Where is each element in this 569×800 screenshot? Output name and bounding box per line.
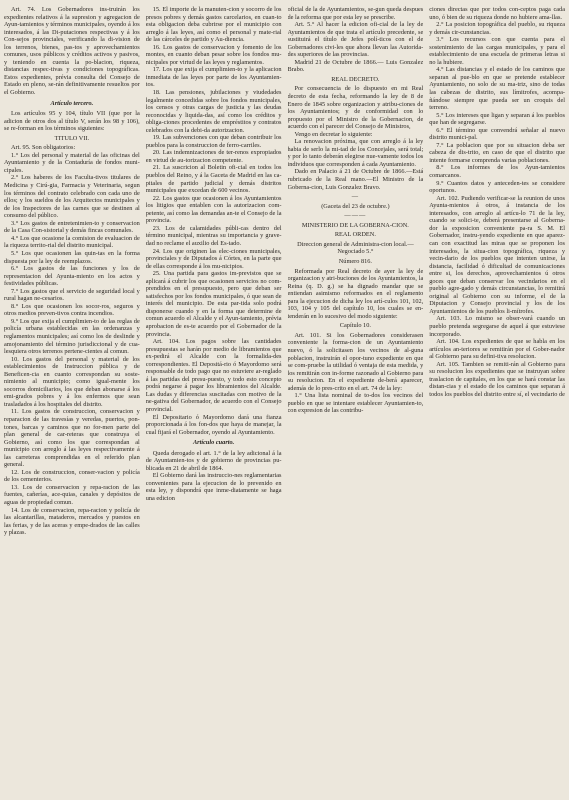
paragraph: 21. La suscricion al Boletin ofi-cial en todos los pueblos del Reino, y á la Gaceta de Madrid en las ca-pitales de partido judicial y demás distritos municipales que excedan de 600 vecinos. [145,164,282,195]
paragraph: 4.° Las distancias y el estado de los caminos que separan al pue-blo en que se pretende establecer Ayuntamiento, no solo de su ma-triz, sino de todas las cabezas de distrito, sus límitrofes, acompa-ñándose siempre que pueda ser un croquis del terreno. [429,66,565,112]
paragraph: La renovacion próxima, que con arreglo á la ley habia de serlo la mi-tad de los Concejales, será total; y por lo tanto deberán elegirse nue-vamente todos los individuos que corresponden á cada Ayuntamiento. [287,138,424,168]
paragraph: 18. Las pensiones, jubilaciones y viudedades legalmente concedidas sobre los fondos municipales, los censos y otras cargas de justicia y las deudas reconocidas y liquida-das, así como los créditos y obliga-ciones procedentes de empréstitos y contratos celebrados con la debi-da autorizacion. [145,89,282,134]
paragraph: El Depositario ó Mayordomo dará una fianza proporcionada á los fon-dos que haya de manejar, la cual fijará el Gobernador, oyendo al Ayuntamiento. [145,413,282,436]
centered-heading: Direccion general de Administra-cion local.—Negociado 5.° [297,240,414,256]
paragraph: 6.° Los gastos de las funciones y los de representacion del Ayunta-miento en los actos y festividades públicas. [4,265,140,288]
centered-heading: REAL DECRETO. [331,75,380,83]
paragraph: 20. Las indemnizaciones de ter-renos expropiados en virtud de au-torizacion competente. [145,149,282,164]
paragraph: 12. Los de construccion, conser-vacion y policía de los cementerios. [4,468,140,484]
text-column-1 [4,6,140,796]
paragraph: Por consecuencia de lo dispuesto en mi Real decreto de esta fecha, reformando la ley de 8 de Enero de 1845 sobre organizacion y atribu-ciones de los Ayuntamientos; y de conformidad con lo propuesto por el Ministro de la Gobernacion, de acuerdo con el parecer del Consejo de Ministros, [287,85,424,131]
paragraph: Art. 102. Pudiendo verificar-se la reunion de unos Ayunta-mientos á otros, á instancia de los interesados, con arreglo al artícu-lo 71 de la ley, cuando se solici-te, deberá presentarse al Goberna-dor la exposicion conveniente pa-ra S. M. El Gobernador, instru-yendo expediente en que aparez-can con exactitud las miras que se proponen los interesados, la situa-cion topográfica, riqueza y vecin-dario de los pueblos que intenten unirse, la distancia, facilidad ó dificultad de comunicaciones entre si, los derechos, aprovechamientos ú otros goces que deban conservar los vecindarios en el pueblo agre-gado y demás circunstancias, lo remitirá original al Gobierno con su informe, el de la Diputacion y Consejo provincial y los de los Ayuntamientos de los pueblos li-mítrofes. [429,194,565,315]
paragraph: Art. 95. Son obligatorios: [11,144,76,152]
paragraph: 24. Los que originen las elec-ciones municipales, provinciales y de Diputados á Córtes, en la parte que de ellas corresponde á los mu-nicipios. [145,247,282,270]
paragraph: El Gobierno dará las instruccio-nes reglamentarias convenientes para la ejecucion de lo prevenido en esta ley, y dispondrá que inme-diatamente se haga una edicion [145,472,282,502]
article-heading: Artículo tercero. [50,99,94,107]
paragraph: Art. 103. Lo mismo se obser-vará cuando un pueblo pretenda segregarse de aquel á que estuviese incorporado. [429,315,565,338]
paragraph: 25. Una partida para gastos im-previstos que se aplicará á cubrir los que ocasionen servicios no com-prendidos en el presupuesto, pero que deban ser satisfechos por los fondos municipales, ó que sean de interés del municipio. De esta par-tida solo podrá disponerse cuando y en la forma que determine de comun acuerdo el Alcalde y el Ayun-tamiento, prévia aprobacion de es-te acuerdo por el Gobernador de la provincia. [145,270,282,338]
centered-heading: TITULO VII. [54,134,90,142]
text-column-3 [288,6,424,796]
paragraph: Madrid 21 de Octubre de 1866.— Luis Gonzalez Brabo. [287,58,424,74]
paragraph: 2.° La posicion topográfica del pueblo, su riqueza y demás cir-cunstancias. [429,21,565,36]
paragraph: ciones directas que por todos con-ceptos paga cada uno, ó bien de su riqueza donde no hubiere ama-llas. [429,6,565,21]
paragraph: Art. 74. Los Gobernadores ins-truirán los expedientes relativos á la supresion y agregacion de Ayun-tamientos y términos municipales, oyendo á los interesados, á las Di-putaciones respectivas y á los Con-sejos provinciales, verificando la di-vision de los terrenos, bienes, pas-tos y aprovechamientos comunes, usos públicos y créditos activos y pasivos, y teniendo en cuenta la po-blacion, riqueza, distancias respec-tivas y condiciones topográficas. Estos expedientes, prévia consulta del Consejo de Estado en pleno, se-rán definitivamente resueltos por el Gobierno. [4,6,140,97]
paragraph: 9.° Cuantos datos y anteceden-tes se considere oportunos. [429,179,565,195]
paragraph: 5.° Los intereses que ligan y separan á los pueblos que han de segregarse. [429,111,565,127]
paragraph: 8.° Los que ocasionen los socor-ros, seguros y otros medios preven-tivos contra incendios. [4,302,140,318]
paragraph: 10. Los gastos del personal y material de los establecimientos de Instruccion pública y de Beneficen-cia en cuanto correspondan su soste-nimiento al municipio; como igual-mente los socorros domiciliarios, los que deban abonarse á los emi-grados pobres y á los enfermos que sean trasladados á los hospitales del distrito. [4,355,140,408]
article-heading: Artículo cuarto. [192,439,235,447]
paragraph: 4.° Los que ocasione la comision de evaluacion de la riqueza territo-rial del distrito municipal. [4,234,140,250]
separator-rule: ——— [344,212,367,220]
paragraph: 1.° Los del personal y material de las oficinas del Ayuntamiento y de la Contaduría de fondos muni-cipales. [4,151,140,174]
paragraph: 9.° Los que exija el cumplimien-to de las reglas de policía urbana establecidas en las ordenanzas y reglamentos municipales; así como los de deslinde y amojonamiento del término jurisdiccional y de cua-lesquiera otros terrenos pertene-cientes al comun. [4,317,140,356]
paragraph: 13. Los de conservacion y repa-racion de las fuentes, cañerías, ace-quias, canales y depósitos de aguas de propiedad comun. [4,483,140,506]
centered-heading: Número 816. [338,257,372,265]
paragraph: 5.° Los que ocasionen las quin-tas en la forma dispuesta por la ley de reemplazos. [4,249,140,265]
paragraph: 7.° Los gastos que el servicio de seguridad local y rural hagan ne-cesarios. [4,287,140,303]
paragraph: 3.° Los gastos de entretenimien-to y conservacion de la Casa Con-sistorial y demás fincas comunales. [4,219,140,235]
paragraph: 1.° Una lista nominal de to-dos los vecinos del pueblo en que se intentare establecer Ayuntamien-to, con expresion de las contribu- [287,392,424,415]
centered-heading: REAL ORDEN. [334,231,376,239]
paragraph: 17. Los que exija el cumplimien-to y la aplicacion inmediata de las leyes por parte de los Ayuntamien-tos. [145,66,282,89]
paragraph: Art. 5.° Al hacer la edicion ofi-cial de la ley de Ayuntamientos de que trata el artículo precedente, se sustituirá el título de Jefes polí-ticos con el de Gobernadores civi-les que ahora llevan las Autorida-des superiores de las provincias. [287,21,424,59]
paragraph: 19. Las subvenciones con que deban contribuir los pueblos para la construccion de ferro-carriles. [145,134,282,149]
paragraph: Queda derogado el art. 1.° de la ley adicional á la de Ayuntamien-tos y de gobierno de provincias pu-blicada en 21 de abril de 1864. [145,449,282,472]
text-column-2 [146,6,282,796]
paragraph: Art. 105. Tambien se remiti-rán al Gobierno para su resolucion los expedientes que se instruyan sobre traslacion de capitales, en los que se hará constar las distan-cias y el estado de los caminos que separan á todos los pueblos del distrito entre sí, el vecindario de [429,360,565,398]
paragraph: 14. Los de conservacion, repa-racion y policía de las alcantarillas, mataderos, mercados y puestos en las ferias, y de las aceras y empe-drados de las calles y plazas. [4,506,140,537]
paragraph: Dado en Palacio á 21 de Octubre de 1866.—Está rubricado de la Real mano.—El Ministro de la Goberna-cion, Luis Gonzalez Bravo. [287,168,424,191]
paragraph: Art. 104. Los expedientes de que se habla en los artículos an-teriores se remitirán por el Gober-nador al Gobierno para su defini-tiva resolucion. [429,338,565,361]
centered-heading: Capítulo 10. [339,322,371,330]
paragraph: 6.° El término que convendrá señalar al nuevo distrito munici-pal. [429,126,565,142]
paragraph: Art. 104. Los pagos sobre las cantidades presupuestas se harán por medio de libramientos que ex-pedirá el Alcalde con la formalida-des correspondientes. El Depositá-rio ó Mayordomo será responsable de todo pago que no estuviere ar-reglado á las partidas del presu-puesto, y todo esto concepto podrá negarse á pagar los libramientos del Alcalde. Las dudas y diferencias suscitadas con motivo de la ne-gativa del Gobernador, de acuerdo con el Consejo provincial. [145,338,282,413]
paragraph: 22. Los gastos que ocasionen á los Ayuntamientos los litigios que entablen con la autorizacion com-petente, así como las demandas an-te el Consejo de la provincia. [145,194,282,225]
paragraph: 11. Los gastos de construccion, conservacion y reparacion de las travesías y veredas, puertos, pon-tones, barcas y caminos que no for-men parte del plan general de car-reteras que construya el Gobierno, así como los que correspondan al municipio con arreglo á las leyes respectivamente á las carreteras comprendidas en el referido plan general. [4,408,140,469]
paragraph: 8.° Los informes de los Ayun-tamientos comarcanos. [429,164,565,180]
paragraph: 2.° Los haberes de los Faculta-tivos titulares de Medicina y Cirú-gia, Farmacia y Veterinaria, segun los términos del contrato celebrado con cada uno de ellos; y los sueldos de los Arquitectos municipales y de los Inspectores de las carnes que se destinen al consumo del público. [4,174,140,220]
centered-heading: (Gaceta del 23 de octubre.) [321,202,390,210]
paragraph: 16. Los gastos de conservacion y fomento de los montes, en cuanto deban pesar sobre los fondos mu-nicipales por virtud de las leyes y reglamentos. [145,43,282,66]
text-column-4 [429,6,565,796]
paragraph: 23. Los de calamidades públi-cas dentro del término municipal, mientras su importancia y grave-dad no reclame el auxilio del Es-tado. [145,224,282,247]
paragraph: oficial de la de Ayuntamientos, se-gun queda despues de la reforma que por esta ley se prescribe. [287,6,424,21]
paragraph: Art. 101. Si los Gobernadores considerasen conveniente la forma-cion de un Ayuntamiento nuevo, ó la solicitasen los vecinos de al-guna poblacion, instruirán el opor-tuno expediente en que se com-pruebe la utilidad ó ventaja de esta medida, y los remitirán con in-forme razonado al Gobierno para su resolucion. En el expediente de-berá aparecer, además de lo pres-crito en el art. 74 de la ley: [287,331,424,392]
separator-rule: — [351,193,360,201]
paragraph: Vengo en decretar lo siguiente: [294,130,373,138]
paragraph: 3.° Los recursos con que cuenta para el sostenimiento de las cargas municipales, y para el establecimiento de una escuela de primeras letras si no la hubiere. [429,36,565,66]
centered-heading: MINISTERIO DE LA GOBERNA-CION. [301,221,409,229]
paragraph: Reformada por Real decreto de ayer la ley de organizacion y atri-buciones de los Ayuntamientos, la Reina (q. D. g.) se ha dignado mandar que se entiendan asimismo reformados en el reglamento para la ejecucion de dicha ley los artí-culos 101, 102, 103, 104 y 105 del capítulo 10, los cuales se en-tenderán en lo sucesivo del modo siguiente: [287,267,424,320]
paragraph: 15. El importe de la manuten-cion y socorro de los presos pobres y demás gastos carcelarios, en cuan-to esta obligacion deba cubrirse por el municipio con arreglo á las leyes, así como el personal y mate-rial de las cárceles de partido y Au-diencia. [145,6,282,44]
paragraph: Los artículos 95 y 104, título VII (que por la adicion de otros dos al título V, serán los 98 y 106), se re-forman en los términos siguientes: [4,110,140,133]
paragraph: 7.° La poblacion que por su situacion deba ser cabeza de dis-trito, en caso de que el distrito que intente formarse comprenda varias poblaciones. [429,141,565,164]
